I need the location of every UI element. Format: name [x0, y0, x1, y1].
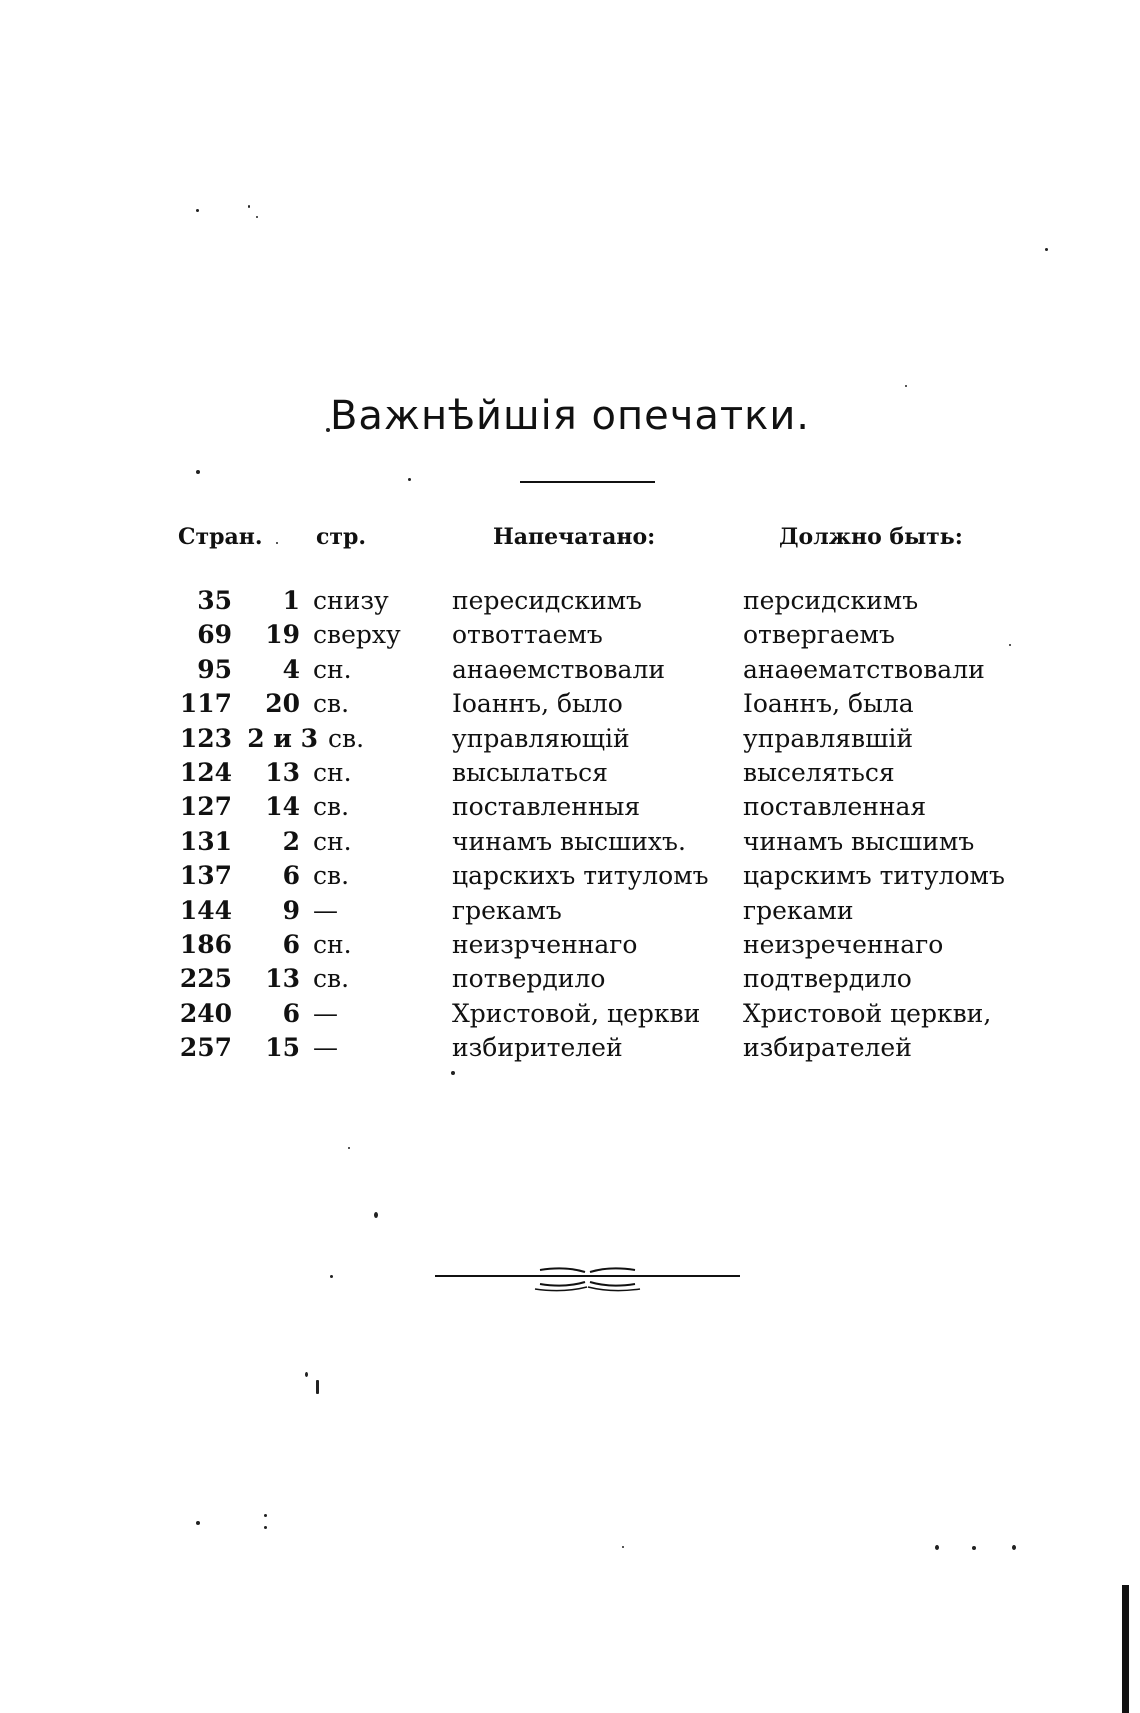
page-cell: 117	[179, 689, 232, 719]
line-cell: 19	[265, 620, 300, 650]
page-cell: 240	[179, 998, 232, 1028]
print-speck	[196, 1521, 200, 1525]
direction-cell: —	[313, 1033, 338, 1063]
page-cell: 124	[179, 757, 232, 787]
printed-cell: Іоаннъ, было	[452, 689, 623, 719]
page-cell: 225	[179, 964, 232, 994]
printed-cell: избирителей	[452, 1033, 623, 1063]
page-cell: 127	[179, 792, 232, 822]
page-cell: 69	[197, 620, 232, 650]
print-speck	[248, 205, 250, 208]
line-cell: 13	[265, 964, 300, 994]
print-speck	[348, 1147, 350, 1149]
printed-cell: Христовой, церкви	[452, 998, 701, 1028]
print-speck	[1009, 644, 1011, 646]
should-be-cell: подтвердило	[743, 964, 912, 994]
header-line: стр.	[316, 524, 367, 550]
direction-cell: сн.	[313, 929, 352, 959]
table-row	[0, 687, 1140, 721]
line-cell: 9	[282, 895, 300, 925]
print-speck	[264, 1526, 267, 1529]
print-speck	[1012, 1545, 1016, 1550]
should-be-cell: чинамъ высшимъ	[743, 826, 975, 856]
table-row	[0, 790, 1140, 824]
should-be-cell: управлявшій	[743, 723, 913, 753]
direction-cell: —	[313, 895, 338, 925]
table-row	[0, 962, 1140, 996]
print-speck	[316, 1380, 319, 1394]
page-cell: 144	[179, 895, 232, 925]
should-be-cell: Іоаннъ, была	[743, 689, 914, 719]
page-cell: 131	[179, 826, 232, 856]
should-be-cell: анаѳематствовали	[743, 654, 985, 684]
page-cell: 186	[179, 929, 232, 959]
print-speck	[264, 1514, 267, 1517]
table-row	[0, 825, 1140, 859]
page-cell: 35	[197, 586, 232, 615]
print-speck	[935, 1545, 939, 1550]
direction-cell: св.	[313, 964, 350, 994]
closing-ornament	[435, 1262, 740, 1302]
table-row	[0, 618, 1140, 652]
printed-cell: неизрченнаго	[452, 929, 638, 959]
printed-cell: пересидскимъ	[452, 586, 642, 615]
page-title: Важнѣйшія опечатки.	[329, 393, 811, 439]
should-be-cell: Христовой церкви,	[743, 998, 992, 1028]
line-cell: 15	[265, 1033, 300, 1063]
direction-cell: св.	[328, 723, 365, 753]
print-speck	[451, 1071, 455, 1075]
table-row	[0, 756, 1140, 790]
should-be-cell: персидскимъ	[743, 586, 919, 615]
should-be-cell: выселяться	[743, 757, 895, 787]
line-cell: 1	[282, 586, 300, 615]
should-be-cell: отвергаемъ	[743, 620, 895, 650]
print-speck	[305, 1372, 308, 1377]
line-cell: 20	[265, 689, 300, 719]
title-rule	[520, 481, 655, 483]
should-be-cell: царскимъ титуломъ	[743, 861, 1005, 891]
print-speck	[408, 478, 411, 481]
line-cell: 2 и 3	[247, 723, 318, 753]
line-cell: 14	[265, 792, 300, 822]
direction-cell: сверху	[313, 620, 401, 650]
direction-cell: сн.	[313, 654, 352, 684]
scan-edge-mark	[1122, 1585, 1129, 1713]
print-speck	[326, 428, 330, 432]
page-cell: 95	[197, 654, 232, 684]
direction-cell: сн.	[313, 826, 352, 856]
line-cell: 13	[265, 757, 300, 787]
print-speck	[972, 1546, 976, 1550]
direction-cell: св.	[313, 689, 350, 719]
print-speck	[330, 1275, 333, 1278]
should-be-cell: неизреченнаго	[743, 929, 944, 959]
print-speck	[256, 216, 258, 218]
print-speck	[1045, 248, 1048, 251]
direction-cell: св.	[313, 861, 350, 891]
print-speck	[196, 209, 199, 212]
line-cell: 6	[282, 929, 300, 959]
print-speck	[196, 470, 200, 474]
line-cell: 2	[282, 826, 300, 856]
direction-cell: —	[313, 998, 338, 1028]
direction-cell: сн.	[313, 757, 352, 787]
page-cell: 123	[179, 723, 232, 753]
should-be-cell: поставленная	[743, 792, 927, 822]
should-be-cell: греками	[743, 895, 854, 925]
line-cell: 6	[282, 998, 300, 1028]
header-should-be: Должно быть:	[779, 524, 963, 550]
line-cell: 6	[282, 861, 300, 891]
line-cell: 4	[282, 654, 300, 684]
print-speck	[276, 542, 278, 544]
table-row	[0, 997, 1140, 1031]
errata-table	[0, 584, 1140, 1065]
page-cell: 257	[179, 1033, 232, 1063]
page-cell: 137	[179, 861, 232, 891]
table-row	[0, 894, 1140, 928]
print-speck	[374, 1212, 378, 1218]
printed-cell: чинамъ высшихъ.	[452, 826, 686, 856]
printed-cell: царскихъ титуломъ	[452, 861, 709, 891]
table-row	[0, 653, 1140, 687]
table-row	[0, 1031, 1140, 1065]
printed-cell: поставленныя	[452, 792, 641, 822]
printed-cell: высылаться	[452, 757, 608, 787]
table-row	[0, 584, 1140, 618]
print-speck	[622, 1546, 624, 1548]
printed-cell: управляющій	[452, 723, 630, 753]
printed-cell: потвердило	[452, 964, 606, 994]
table-row	[0, 859, 1140, 893]
direction-cell: снизу	[313, 586, 389, 615]
printed-cell: анаѳемствовали	[452, 654, 666, 684]
printed-cell: грекамъ	[452, 895, 562, 925]
printed-cell: отвоттаемъ	[452, 620, 603, 650]
header-page: Стран.	[178, 524, 263, 550]
table-row	[0, 722, 1140, 756]
print-speck	[905, 385, 907, 387]
table-row	[0, 928, 1140, 962]
header-printed: Напечатано:	[493, 524, 656, 550]
should-be-cell: избирателей	[743, 1033, 912, 1063]
direction-cell: св.	[313, 792, 350, 822]
